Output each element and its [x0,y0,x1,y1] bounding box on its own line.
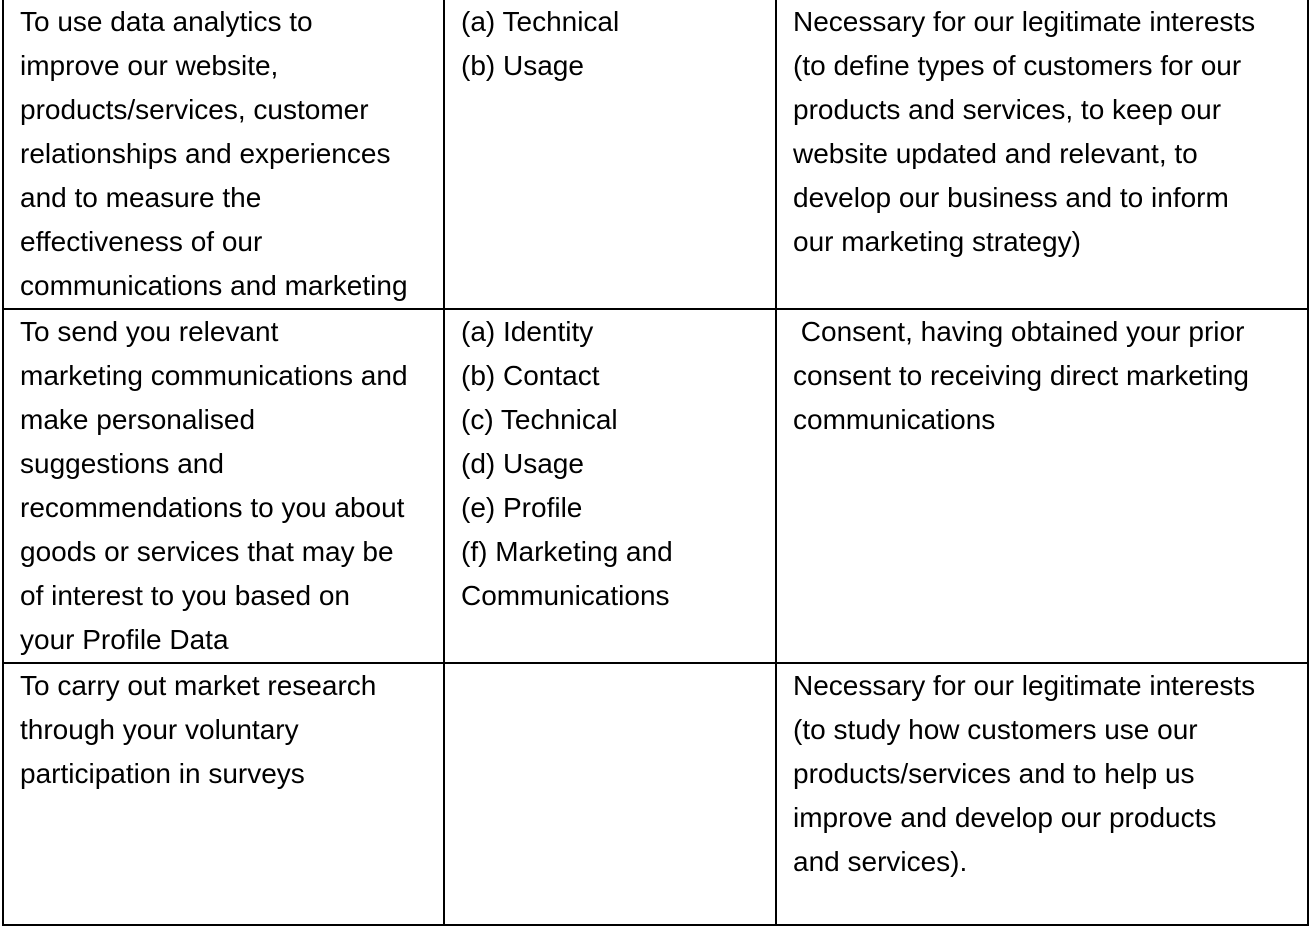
table-row [3,663,1308,925]
data-types-cell [444,0,776,309]
lawful-basis-line: and services). [793,846,968,877]
lawful-basis-line: (to study how customers use our [793,714,1198,745]
purpose-line: participation in surveys [20,758,305,789]
lawful-basis-line: (to define types of customers for our [793,50,1242,81]
lawful-basis-line: Consent, having obtained your prior [793,316,1245,347]
data-type-item: (b) Usage [461,50,584,81]
lawful-basis-line: communications [793,404,996,435]
lawful-basis-cell [776,663,1308,925]
data-types-cell-empty [444,663,776,925]
data-type-item: (a) Technical [461,6,620,37]
purpose-line: To carry out market research [20,670,377,701]
purpose-cell [3,309,444,663]
data-type-item: (c) Technical [461,404,618,435]
lawful-basis-line: products and services, to keep our [793,94,1222,125]
purpose-line: make personalised [20,404,256,435]
data-type-item: (b) Contact [461,360,600,391]
data-type-item: (a) Identity [461,316,594,347]
data-types-cell [444,309,776,663]
table-row [3,0,1308,309]
purpose-line: To send you relevant [20,316,279,347]
lawful-basis-line: our marketing strategy) [793,226,1081,257]
purpose-line: goods or services that may be [20,536,394,567]
lawful-basis-line: consent to receiving direct marketing [793,360,1249,391]
data-type-item: (d) Usage [461,448,584,479]
purpose-line: effectiveness of our [20,226,263,257]
purpose-line: your Profile Data [20,624,229,655]
data-type-item: (f) Marketing and [461,536,673,567]
data-type-item: Communications [461,580,670,611]
purpose-line: relationships and experiences [20,138,391,169]
lawful-basis-cell [776,309,1308,663]
purpose-line: of interest to you based on [20,580,350,611]
empty-cell-spacer [461,664,759,708]
processing-purposes-table [2,0,1309,926]
lawful-basis-line: products/services and to help us [793,758,1195,789]
purpose-line: marketing communications and [20,360,408,391]
purpose-line: To use data analytics to [20,6,313,37]
data-type-item: (e) Profile [461,492,583,523]
lawful-basis-line: Necessary for our legitimate interests [793,670,1256,701]
purpose-line: improve our website, [20,50,279,81]
lawful-basis-cell [776,0,1308,309]
lawful-basis-line: develop our business and to inform [793,182,1229,213]
purpose-line: products/services, customer [20,94,369,125]
purpose-line: suggestions and [20,448,224,479]
purpose-line: through your voluntary [20,714,299,745]
lawful-basis-line: website updated and relevant, to [793,138,1198,169]
lawful-basis-line: improve and develop our products [793,802,1217,833]
purpose-line: and to measure the [20,182,262,213]
purpose-cell [3,0,444,309]
purpose-line: communications and marketing [20,270,408,301]
lawful-basis-line: Necessary for our legitimate interests [793,6,1256,37]
table-row [3,309,1308,663]
purpose-line: recommendations to you about [20,492,405,523]
purpose-cell [3,663,444,925]
